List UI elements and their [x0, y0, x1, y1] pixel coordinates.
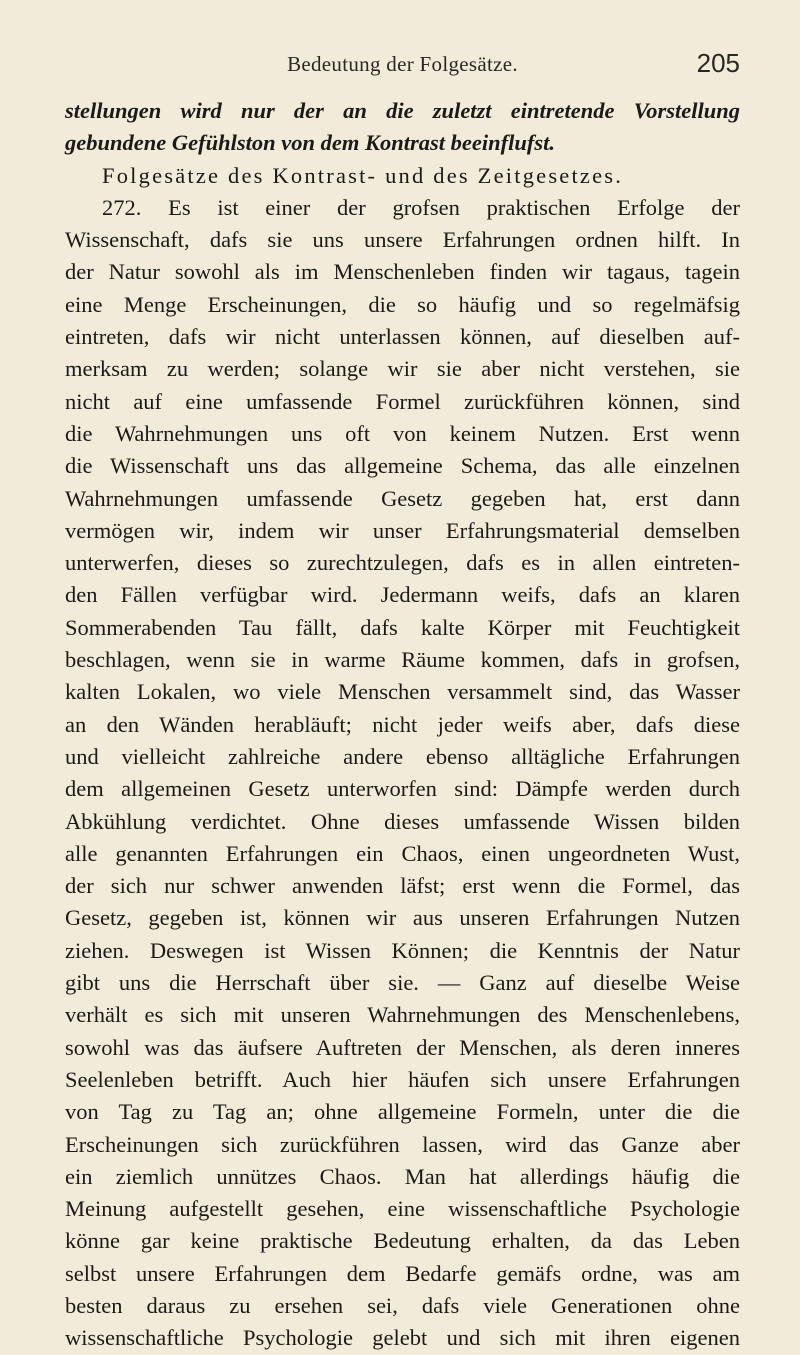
text-line: Sommerabenden Tau fällt, dafs kalte Körper mit Feuchtigkeit	[65, 614, 740, 640]
text-line: und vielleicht zahlreiche andere ebenso alltägliche Erfahrungen	[65, 743, 740, 769]
section-heading: Folgesätze des Kontrast- und des Zeitgesetzes.	[102, 162, 624, 188]
text-line: dem allgemeinen Gesetz unterworfen sind: Dämpfe werden durch	[65, 776, 740, 802]
text-line: Erscheinungen sich zurückführen lassen, wird das Ganze aber	[65, 1131, 740, 1157]
paragraph-first-line: 272. Es ist einer der grofsen praktischen Erfolge der	[102, 194, 740, 220]
text-line: ziehen. Deswegen ist Wissen Können; die Kenntnis der Natur	[65, 937, 740, 963]
text-line: von Tag zu Tag an; ohne allgemeine Formeln, unter die die	[65, 1099, 740, 1125]
text-line: Wahrnehmungen umfassende Gesetz gegeben hat, erst dann	[65, 485, 740, 511]
text-line: eine Menge Erscheinungen, die so häufig und so regelmäfsig	[65, 291, 740, 317]
text-line: verhält es sich mit unseren Wahrnehmungen des Menschenlebens,	[65, 1002, 740, 1028]
text-line: der Natur sowohl als im Menschenleben finden wir tagaus, tagein	[65, 259, 740, 285]
text-line: eintreten, dafs wir nicht unterlassen können, auf dieselben auf-	[65, 324, 740, 350]
text-line: besten daraus zu ersehen sei, dafs viele Generationen ohne	[65, 1292, 740, 1318]
running-head	[65, 50, 740, 80]
text-line: Abkühlung verdichtet. Ohne dieses umfassende Wissen bilden	[65, 808, 740, 834]
text-line: gibt uns die Herrschaft über sie. — Ganz auf dieselbe Weise	[65, 970, 740, 996]
text-line: könne gar keine praktische Bedeutung erhalten, da das Leben	[65, 1228, 740, 1254]
text-line: sowohl was das äufsere Auftreten der Menschen, als deren inneres	[65, 1034, 740, 1060]
text-line: kalten Lokalen, wo viele Menschen versammelt sind, das Wasser	[65, 679, 740, 705]
text-line: nicht auf eine umfassende Formel zurückführen können, sind	[65, 388, 740, 414]
text-line: stellungen wird nur der an die zuletzt eintretende Vorstellung	[65, 98, 740, 123]
text-line: Gesetz, gegeben ist, können wir aus unseren Erfahrungen Nutzen	[65, 905, 740, 931]
text-line: die Wissenschaft uns das allgemeine Schema, das alle einzelnen	[65, 453, 740, 479]
text-line: wissenschaftliche Psychologie gelebt und sich mit ihren eigenen	[65, 1325, 740, 1351]
text-line: selbst unsere Erfahrungen dem Bedarfe gemäfs ordne, was am	[65, 1260, 740, 1286]
text-line: vermögen wir, indem wir unser Erfahrungsmaterial demselben	[65, 517, 740, 543]
text-line: ein ziemlich unnützes Chaos. Man hat allerdings häufig die	[65, 1163, 740, 1189]
text-line: der sich nur schwer anwenden läfst; erst wenn die Formel, das	[65, 873, 740, 899]
body-text	[65, 95, 740, 1355]
text-line: Wissenschaft, dafs sie uns unsere Erfahrungen ordnen hilft. In	[65, 227, 740, 253]
text-line: die Wahrnehmungen uns oft von keinem Nutzen. Erst wenn	[65, 420, 740, 446]
text-line: beschlagen, wenn sie in warme Räume kommen, dafs in grofsen,	[65, 647, 740, 673]
text-line: Seelenleben betrifft. Auch hier häufen sich unsere Erfahrungen	[65, 1066, 740, 1092]
text-line: den Fällen verfügbar wird. Jedermann weifs, dafs an klaren	[65, 582, 740, 608]
running-title: Bedeutung der Folgesätze.	[287, 52, 518, 76]
text-line: unterwerfen, dieses so zurechtzulegen, dafs es in allen eintreten-	[65, 550, 740, 576]
page-number: 205	[696, 48, 740, 78]
text-line: gebundene Gefühlston von dem Kontrast beeinflufst.	[65, 130, 556, 156]
text-line: alle genannten Erfahrungen ein Chaos, einen ungeordneten Wust,	[65, 840, 740, 866]
text-line: an den Wänden herabläuft; nicht jeder weifs aber, dafs diese	[65, 711, 740, 737]
text-line: merksam zu werden; solange wir sie aber nicht verstehen, sie	[65, 356, 740, 382]
text-line: Meinung aufgestellt gesehen, eine wissenschaftliche Psychologie	[65, 1196, 740, 1222]
